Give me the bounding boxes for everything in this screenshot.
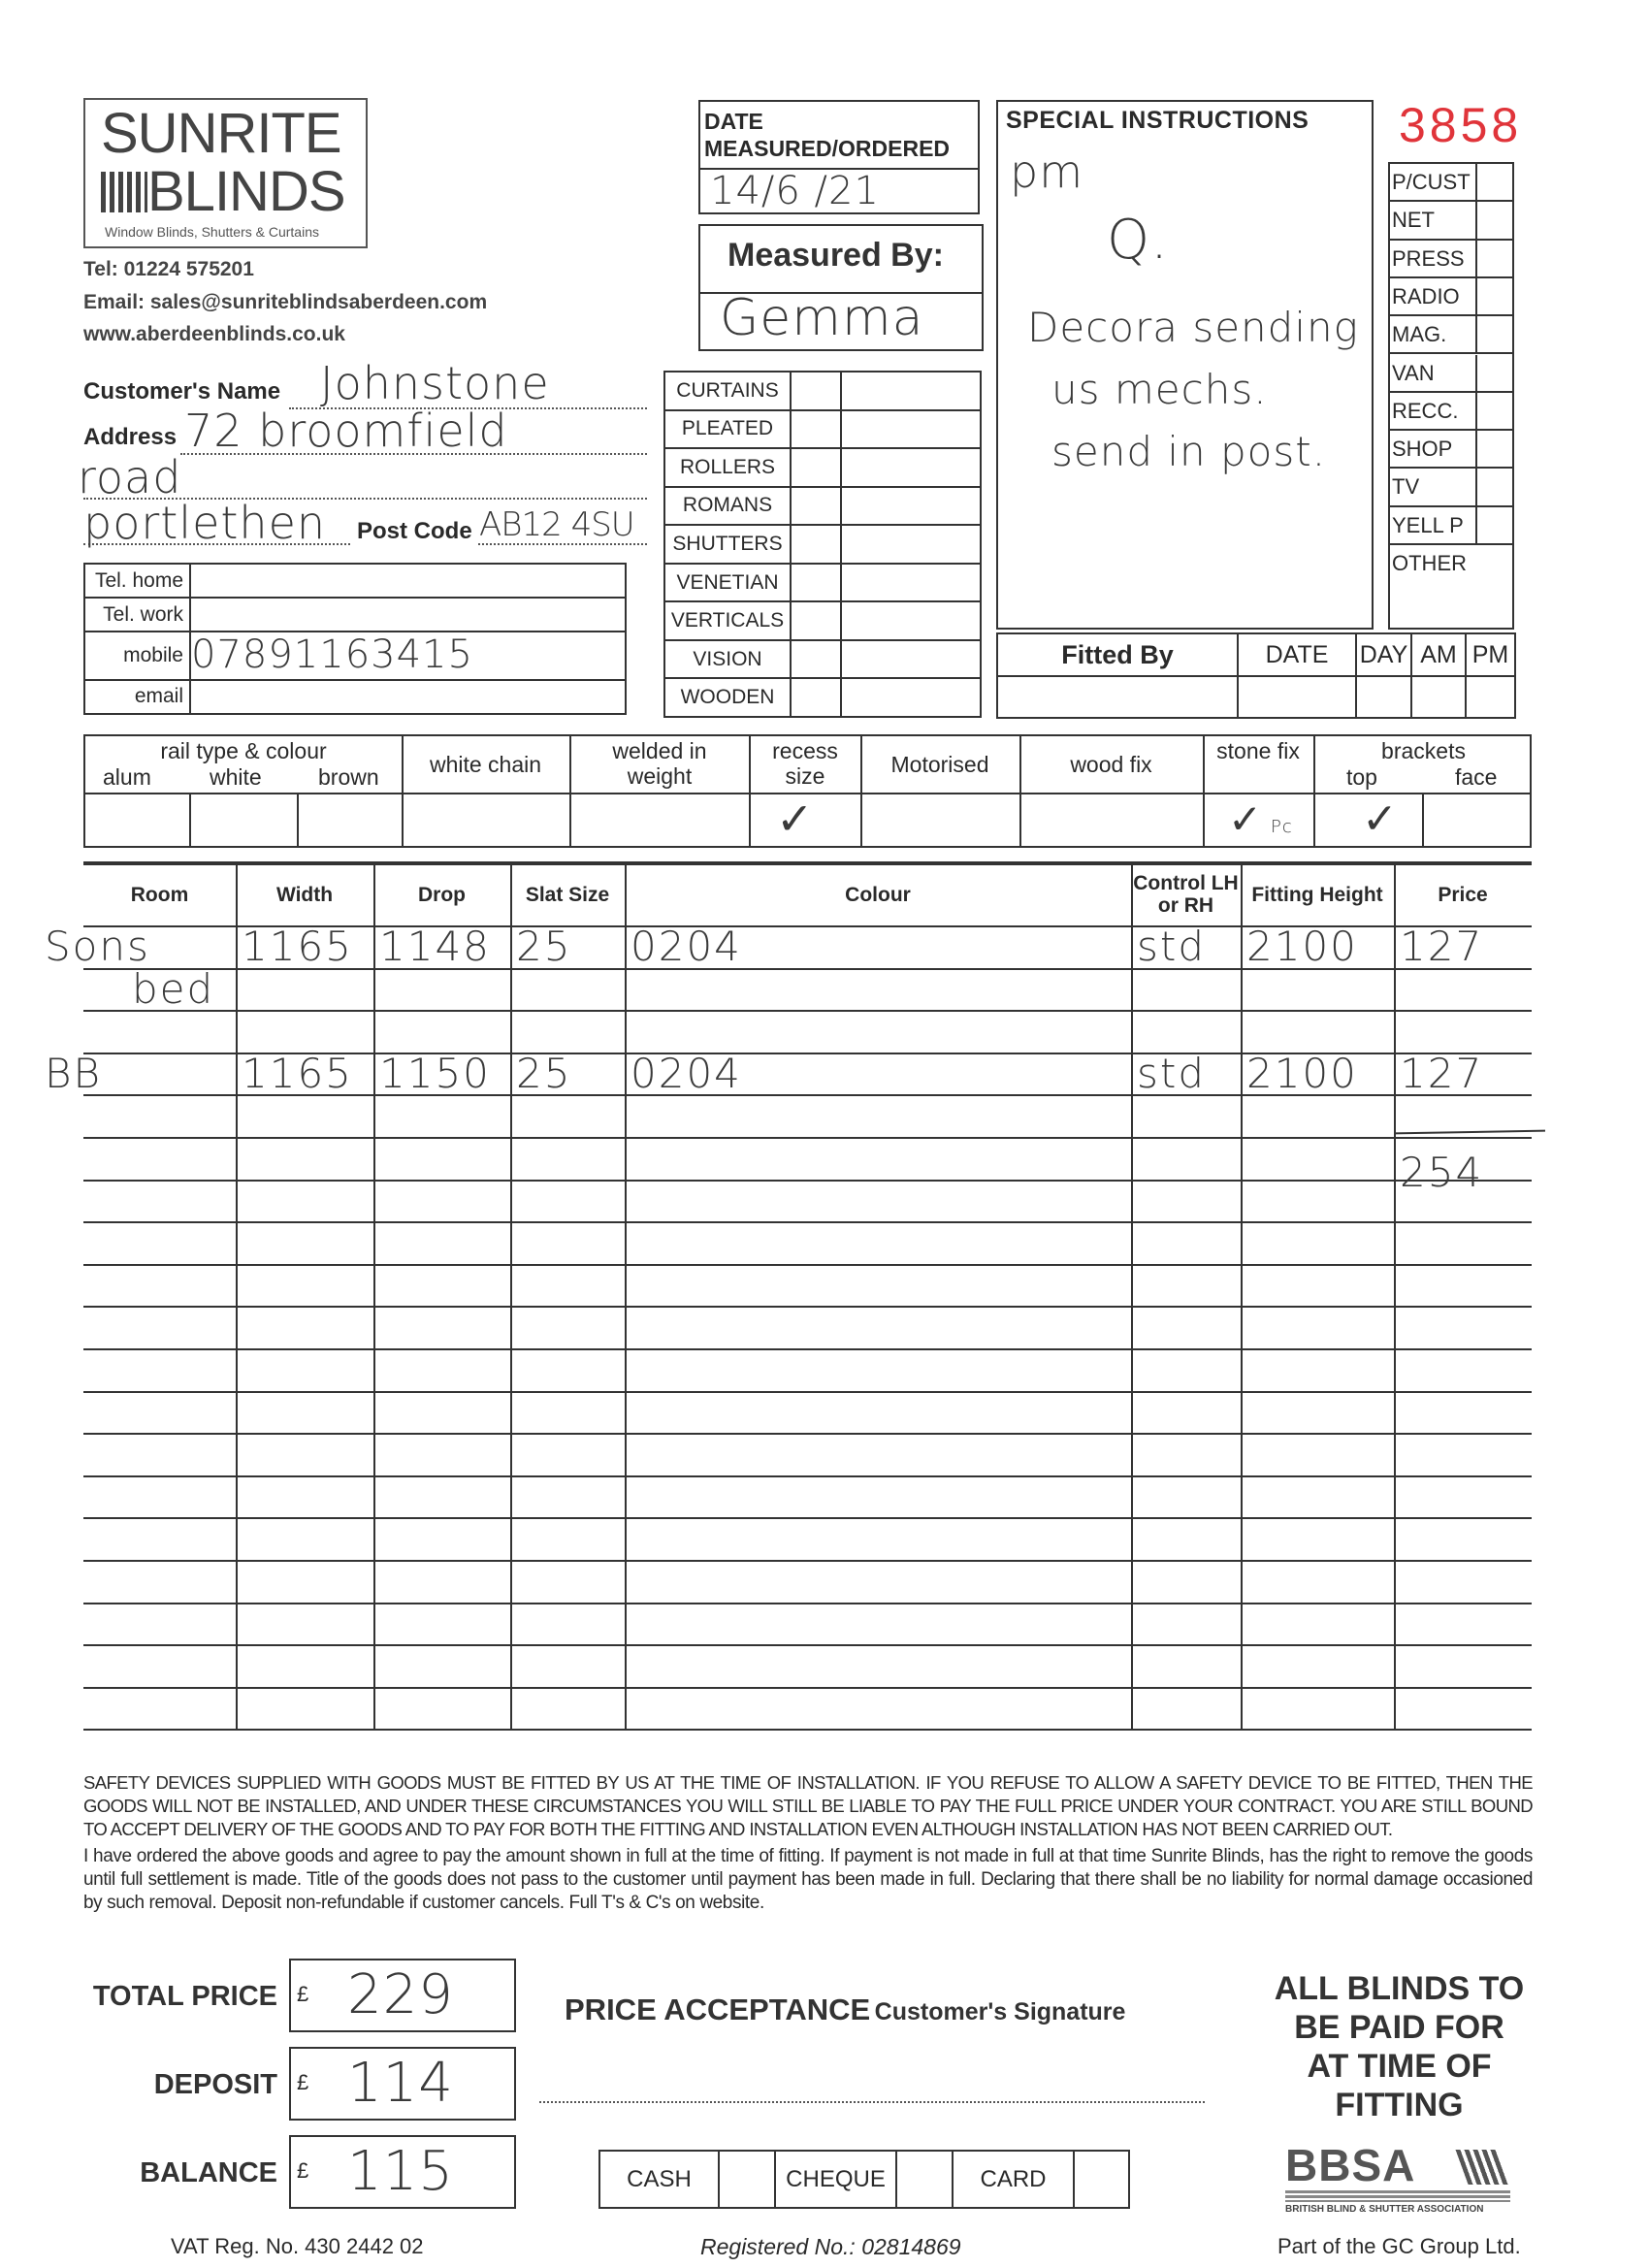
address-line1[interactable]: 72 broomfield [184, 405, 508, 457]
signature-line[interactable] [539, 2101, 1205, 2103]
cell-price[interactable]: 254 [1400, 1149, 1484, 1197]
card-label: CARD [953, 2151, 1074, 2208]
product-label: PLEATED [664, 410, 791, 449]
product-type-table [663, 371, 982, 718]
product-qty-field[interactable] [791, 448, 841, 487]
bbsa-logo-text: BBSA [1285, 2140, 1416, 2190]
fitted-by-field[interactable] [997, 676, 1238, 718]
source-label: NET [1392, 208, 1435, 233]
order-table [45, 863, 1532, 1729]
source-label: P/CUST [1392, 170, 1471, 194]
product-label: ROMANS [664, 487, 791, 526]
safety-terms: SAFETY DEVICES SUPPLIED WITH GOODS MUST BE FITTED BY US AT THE TIME OF INSTALLATION. IF YOU REFUSE TO ALLOW A SAFETY DEVICE TO BE FITTED, THEN THE GOODS WILL NOT BE INSTALLED, AND UNDER THESE CIRCUMSTANCES YOU WILL STILL BE LIABLE TO PAY THE FULL PRICE UNDER YOUR CONTRACT. YOU ARE STILL BOUND TO ACCEPT DELIVERY OF THE GOODS AND TO PAY FOR BOTH THE FITTING AND INSTALLATION EVEN ALTHOUGH INSTALLATION HAS NOT BEEN CARRIED OUT. [83, 1772, 1533, 1839]
blinds-slats-icon [101, 172, 147, 212]
phone-label: email [84, 680, 190, 714]
product-label: ROLLERS [664, 448, 791, 487]
stone-fix-label: stone fix [1216, 738, 1300, 763]
product-row [664, 448, 981, 487]
cheque-label: CHEQUE [775, 2151, 896, 2208]
cell-room[interactable]: bed [132, 964, 215, 1013]
product-qty-field[interactable] [791, 601, 841, 640]
special-instruction-line: pm [1010, 146, 1084, 198]
product-notes-field[interactable] [841, 410, 981, 449]
source-label: SHOP [1392, 437, 1453, 462]
product-row [664, 525, 981, 564]
recess-size-label: recess size [772, 738, 838, 789]
registered-number: Registered No.: 02814869 [700, 2234, 961, 2259]
cheque-checkbox[interactable] [896, 2151, 953, 2208]
terms-block [83, 1771, 1533, 1915]
product-row [664, 487, 981, 526]
column-header-colour: Colour [845, 883, 911, 906]
product-notes-field[interactable] [841, 678, 981, 717]
postcode-value[interactable]: AB12 4SU [479, 505, 634, 544]
company-email: Email: sales@sunriteblindsaberdeen.com [83, 291, 488, 313]
payment-notice [1232, 1969, 1567, 2124]
deposit-label: DEPOSIT [153, 2069, 277, 2100]
special-instruction-line: Q. [1107, 209, 1169, 272]
payment-method-table [598, 2150, 1130, 2209]
product-row [664, 564, 981, 602]
agreement-terms: I have ordered the above goods and agree to pay the amount shown in full at the time of fitting. If payment is not made in full at that time Sunrite Blinds, has the right to remove the goods until full settlement is made. Title of the goods does not pass to the customer until payment has been made in full. Declaring that there shall be no liability for normal damage occasioned by such removal. Deposit non-refundable if customer cancels. Full T's & C's on website. [83, 1846, 1533, 1913]
currency-symbol: £ [297, 1982, 309, 2006]
logo-tagline: Window Blinds, Shutters & Curtains [105, 224, 319, 240]
cell-fitting-height[interactable]: 2100 [1246, 1049, 1358, 1097]
source-option[interactable] [1390, 241, 1512, 278]
product-qty-field[interactable] [791, 487, 841, 526]
source-option[interactable] [1390, 316, 1512, 354]
column-header-fitting-height: Fitting Height [1251, 883, 1383, 906]
wood-fix-label: wood fix [1070, 752, 1152, 777]
fitted-date-field[interactable] [1238, 676, 1356, 718]
address-label: Address [83, 424, 178, 450]
column-header-room: Room [130, 883, 189, 906]
logo-name-line2: BLINDS [147, 160, 345, 223]
source-checkbox[interactable] [1475, 164, 1516, 200]
company-website: www.aberdeenblinds.co.uk [83, 323, 345, 345]
source-label: OTHER [1392, 551, 1467, 575]
phone-field[interactable] [190, 632, 626, 680]
postcode-label: Post Code [357, 518, 472, 544]
column-header-drop: Drop [418, 883, 466, 906]
bbsa-caption: BRITISH BLIND & SHUTTER ASSOCIATION [1285, 2204, 1484, 2215]
vat-number: VAT Reg. No. 430 2442 02 [171, 2234, 424, 2258]
welded-weight-label: welded in weight [612, 738, 707, 789]
product-qty-field[interactable] [791, 564, 841, 602]
product-notes-field[interactable] [841, 525, 981, 564]
product-notes-field[interactable] [841, 487, 981, 526]
source-label: YELL P [1392, 512, 1464, 537]
rail-type-label: rail type & colour [160, 738, 327, 763]
product-row [664, 678, 981, 717]
source-label: RECC. [1392, 398, 1459, 423]
notice-line: BE PAID FOR [1294, 2009, 1504, 2046]
measured-by-box [698, 224, 984, 351]
product-row [664, 372, 981, 410]
fitted-day-field[interactable] [1356, 676, 1411, 718]
cell-control[interactable]: std [1137, 923, 1207, 970]
customer-signature-label: Customer's Signature [874, 1998, 1126, 2025]
phone-row [84, 598, 626, 632]
cell-width[interactable]: 1165 [242, 1049, 353, 1097]
phone-value: 07891163415 [191, 632, 473, 678]
cell-drop[interactable]: 1150 [379, 1049, 491, 1097]
product-label: VENETIAN [664, 564, 791, 602]
phone-row [84, 564, 626, 598]
balance-label: BALANCE [140, 2157, 277, 2188]
price-acceptance-label: PRICE ACCEPTANCE [565, 1993, 871, 2026]
notice-line: ALL BLINDS TO [1274, 1970, 1525, 2007]
product-row [664, 410, 981, 449]
phone-label: mobile [84, 632, 190, 680]
cell-slat-size[interactable]: 25 [516, 923, 572, 970]
options-table [83, 734, 1532, 848]
total-price-field[interactable] [289, 1959, 516, 2032]
balance-value: 115 [347, 2140, 454, 2203]
product-row [664, 601, 981, 640]
motorised-label: Motorised [890, 752, 989, 777]
white-label: white [210, 764, 262, 790]
product-label: VERTICALS [664, 601, 791, 640]
measured-by-label: Measured By: [728, 237, 944, 274]
source-checkbox[interactable] [1475, 507, 1516, 543]
cell-control[interactable]: std [1137, 1049, 1207, 1097]
product-notes-field[interactable] [841, 564, 981, 602]
source-option[interactable] [1390, 431, 1512, 469]
fitted-am-field[interactable] [1411, 676, 1466, 718]
measured-by-value[interactable]: Gemma [720, 289, 924, 347]
source-checkbox[interactable] [1475, 241, 1516, 276]
source-checkbox[interactable] [1475, 316, 1516, 352]
brackets-top-label: top [1346, 764, 1377, 790]
total-price-value: 229 [347, 1963, 454, 2026]
special-instruction-line: us mechs. [1051, 366, 1268, 413]
group-note: Part of the GC Group Ltd. [1277, 2234, 1521, 2258]
source-option[interactable] [1390, 355, 1512, 393]
phone-table [83, 563, 627, 715]
fitted-by-label: Fitted By [997, 633, 1238, 676]
source-label: VAN [1392, 360, 1435, 385]
cell-price[interactable]: 127 [1400, 1049, 1484, 1097]
phone-field[interactable] [190, 564, 626, 598]
currency-symbol: £ [297, 2070, 309, 2094]
alum-label: alum [103, 764, 151, 790]
product-notes-field[interactable] [841, 601, 981, 640]
cell-fitting-height[interactable]: 2100 [1246, 923, 1358, 970]
product-notes-field[interactable] [841, 372, 981, 410]
source-checkbox[interactable] [1475, 431, 1516, 467]
product-notes-field[interactable] [841, 640, 981, 679]
fitted-day-label: DAY [1356, 633, 1411, 676]
brackets-top-checkmark[interactable]: ✓ [1362, 794, 1399, 844]
cash-checkbox[interactable] [719, 2151, 775, 2208]
product-qty-field[interactable] [791, 640, 841, 679]
company-logo [83, 98, 368, 248]
recess-size-checkmark[interactable]: ✓ [776, 793, 815, 845]
customer-name-value[interactable]: Johnstone [320, 357, 550, 409]
address-line2[interactable]: road [78, 451, 182, 503]
cash-label: CASH [599, 2151, 719, 2208]
card-checkbox[interactable] [1074, 2151, 1129, 2208]
fitted-date-label: DATE [1238, 633, 1356, 676]
date-measured-box [698, 100, 980, 214]
product-qty-field[interactable] [791, 525, 841, 564]
fitted-pm-field[interactable] [1466, 676, 1515, 718]
product-qty-field[interactable] [791, 372, 841, 410]
customer-name-label: Customer's Name [83, 378, 281, 405]
cell-room[interactable]: BB [45, 1049, 103, 1097]
source-checkbox[interactable] [1475, 355, 1516, 391]
special-instructions-label: SPECIAL INSTRUCTIONS [1006, 107, 1310, 134]
source-label: RADIO [1392, 283, 1460, 308]
phone-field[interactable] [190, 680, 626, 714]
price-acceptance-title [565, 1993, 1125, 2027]
source-checkbox[interactable] [1475, 278, 1516, 314]
notice-line: FITTING [1335, 2087, 1464, 2123]
column-header-price: Price [1438, 883, 1488, 906]
phone-label: Tel. work [84, 598, 190, 632]
deposit-value: 114 [347, 2052, 454, 2115]
product-label: CURTAINS [664, 372, 791, 410]
brackets-label: brackets [1381, 738, 1466, 763]
source-checkbox[interactable] [1475, 202, 1516, 238]
special-instruction-line: send in post. [1051, 428, 1327, 475]
phone-row [84, 632, 626, 680]
column-header-slat-size: Slat Size [525, 883, 610, 906]
balance-field[interactable] [289, 2135, 516, 2209]
bbsa-stripes-icon [1455, 2150, 1508, 2185]
column-header-control: Control LH or RH [1133, 872, 1239, 917]
special-instruction-line: Decora sending [1027, 304, 1359, 351]
product-qty-field[interactable] [791, 410, 841, 449]
brown-label: brown [318, 764, 379, 790]
source-checkbox[interactable] [1475, 393, 1516, 429]
date-label: DATE MEASURED/ORDERED [704, 109, 951, 161]
source-option[interactable] [1390, 164, 1512, 202]
phone-label: Tel. home [84, 564, 190, 598]
source-option[interactable] [1390, 545, 1512, 628]
cell-colour[interactable]: 0204 [630, 1049, 742, 1097]
fitted-pm-label: PM [1466, 633, 1515, 676]
total-price-label: TOTAL PRICE [92, 1981, 277, 2012]
notice-line: AT TIME OF [1307, 2048, 1492, 2085]
product-notes-field[interactable] [841, 448, 981, 487]
source-label: MAG. [1392, 322, 1447, 347]
stone-fix-note: Pc [1271, 817, 1293, 837]
bbsa-logo [1285, 2140, 1513, 2216]
phone-row [84, 680, 626, 714]
source-option[interactable] [1390, 393, 1512, 431]
product-label: WOODEN [664, 678, 791, 717]
fitted-am-label: AM [1411, 633, 1466, 676]
column-header-width: Width [275, 883, 334, 906]
product-row [664, 640, 981, 679]
stone-fix-checkmark[interactable]: ✓ [1228, 795, 1264, 843]
cell-slat-size[interactable]: 25 [516, 1049, 572, 1097]
date-value[interactable]: 14/6 /21 [710, 169, 880, 213]
source-option[interactable] [1390, 469, 1512, 506]
currency-symbol: £ [297, 2158, 309, 2183]
special-instructions-box [996, 100, 1374, 630]
cell-price[interactable]: 127 [1400, 923, 1484, 970]
product-qty-field[interactable] [791, 678, 841, 717]
cell-width[interactable]: 1165 [242, 923, 353, 970]
cell-colour[interactable]: 0204 [630, 923, 742, 970]
product-label: VISION [664, 640, 791, 679]
source-table [1388, 162, 1514, 630]
cell-room[interactable]: Sons [45, 923, 150, 970]
source-label: PRESS [1392, 245, 1465, 271]
fitted-by-table [996, 632, 1516, 719]
white-chain-label: white chain [429, 752, 542, 777]
phone-field[interactable] [190, 598, 626, 632]
order-number: 3858 [1399, 98, 1523, 152]
source-option[interactable] [1390, 202, 1512, 240]
deposit-field[interactable] [289, 2047, 516, 2121]
source-option[interactable] [1390, 278, 1512, 316]
cell-drop[interactable]: 1148 [379, 923, 491, 970]
source-checkbox[interactable] [1475, 469, 1516, 504]
address-line3[interactable]: portlethen [83, 497, 327, 549]
source-label: TV [1392, 474, 1420, 500]
source-option[interactable] [1390, 507, 1512, 545]
logo-name-line1: SUNRITE [101, 102, 341, 165]
company-tel: Tel: 01224 575201 [83, 258, 254, 280]
product-label: SHUTTERS [664, 525, 791, 564]
brackets-face-label: face [1455, 764, 1498, 790]
